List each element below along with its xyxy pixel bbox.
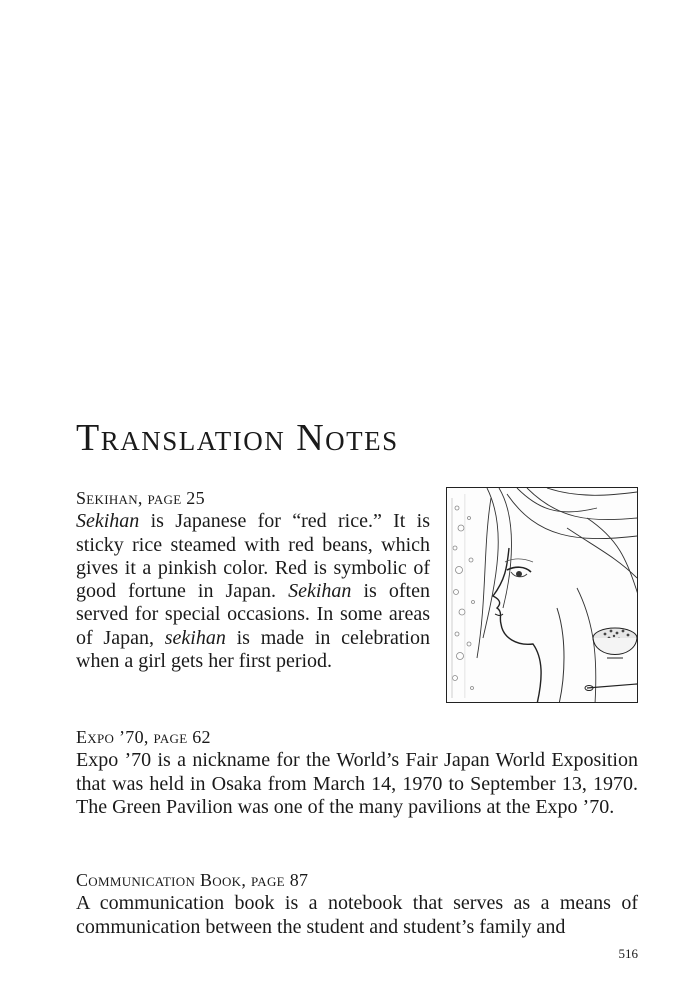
term-italic: Sekihan — [288, 580, 352, 603]
note-heading: Sekihan, page 25 — [76, 488, 205, 508]
manga-illustration — [446, 487, 638, 703]
note-sekihan — [76, 487, 430, 673]
body-text: is often served for special occasions. In some areas of Japan, — [76, 580, 430, 649]
note-heading: Communication Book, page 87 — [76, 870, 309, 890]
note-heading: Expo ’70, page 62 — [76, 727, 211, 747]
note-body: Expo ’70 is a nickname for the World’s Fair Japan World Exposition that was held in Osaka from March 14, 1970 to September 13, 1970. The Green Pavilion was one of the many pavilions at the Expo ’70. — [76, 749, 638, 818]
term-italic: Sekihan — [76, 510, 140, 533]
page-number: 516 — [618, 946, 638, 961]
note-body — [76, 510, 430, 673]
note-communication-book — [76, 869, 638, 939]
note-body: A communication book is a notebook that serves as a means of communication between the student and student’s family and — [76, 892, 638, 938]
page-title: Translation Notes — [76, 417, 399, 459]
note-expo — [76, 726, 638, 819]
body-text: is Japanese for “red rice.” It is sticky rice steamed with red beans, which gives it a pinkish color. Red is symbolic of good fortune in Japan. — [76, 510, 430, 603]
body-text: is made in celebration when a girl gets her first period. — [76, 626, 430, 673]
term-italic: sekihan — [164, 626, 226, 649]
